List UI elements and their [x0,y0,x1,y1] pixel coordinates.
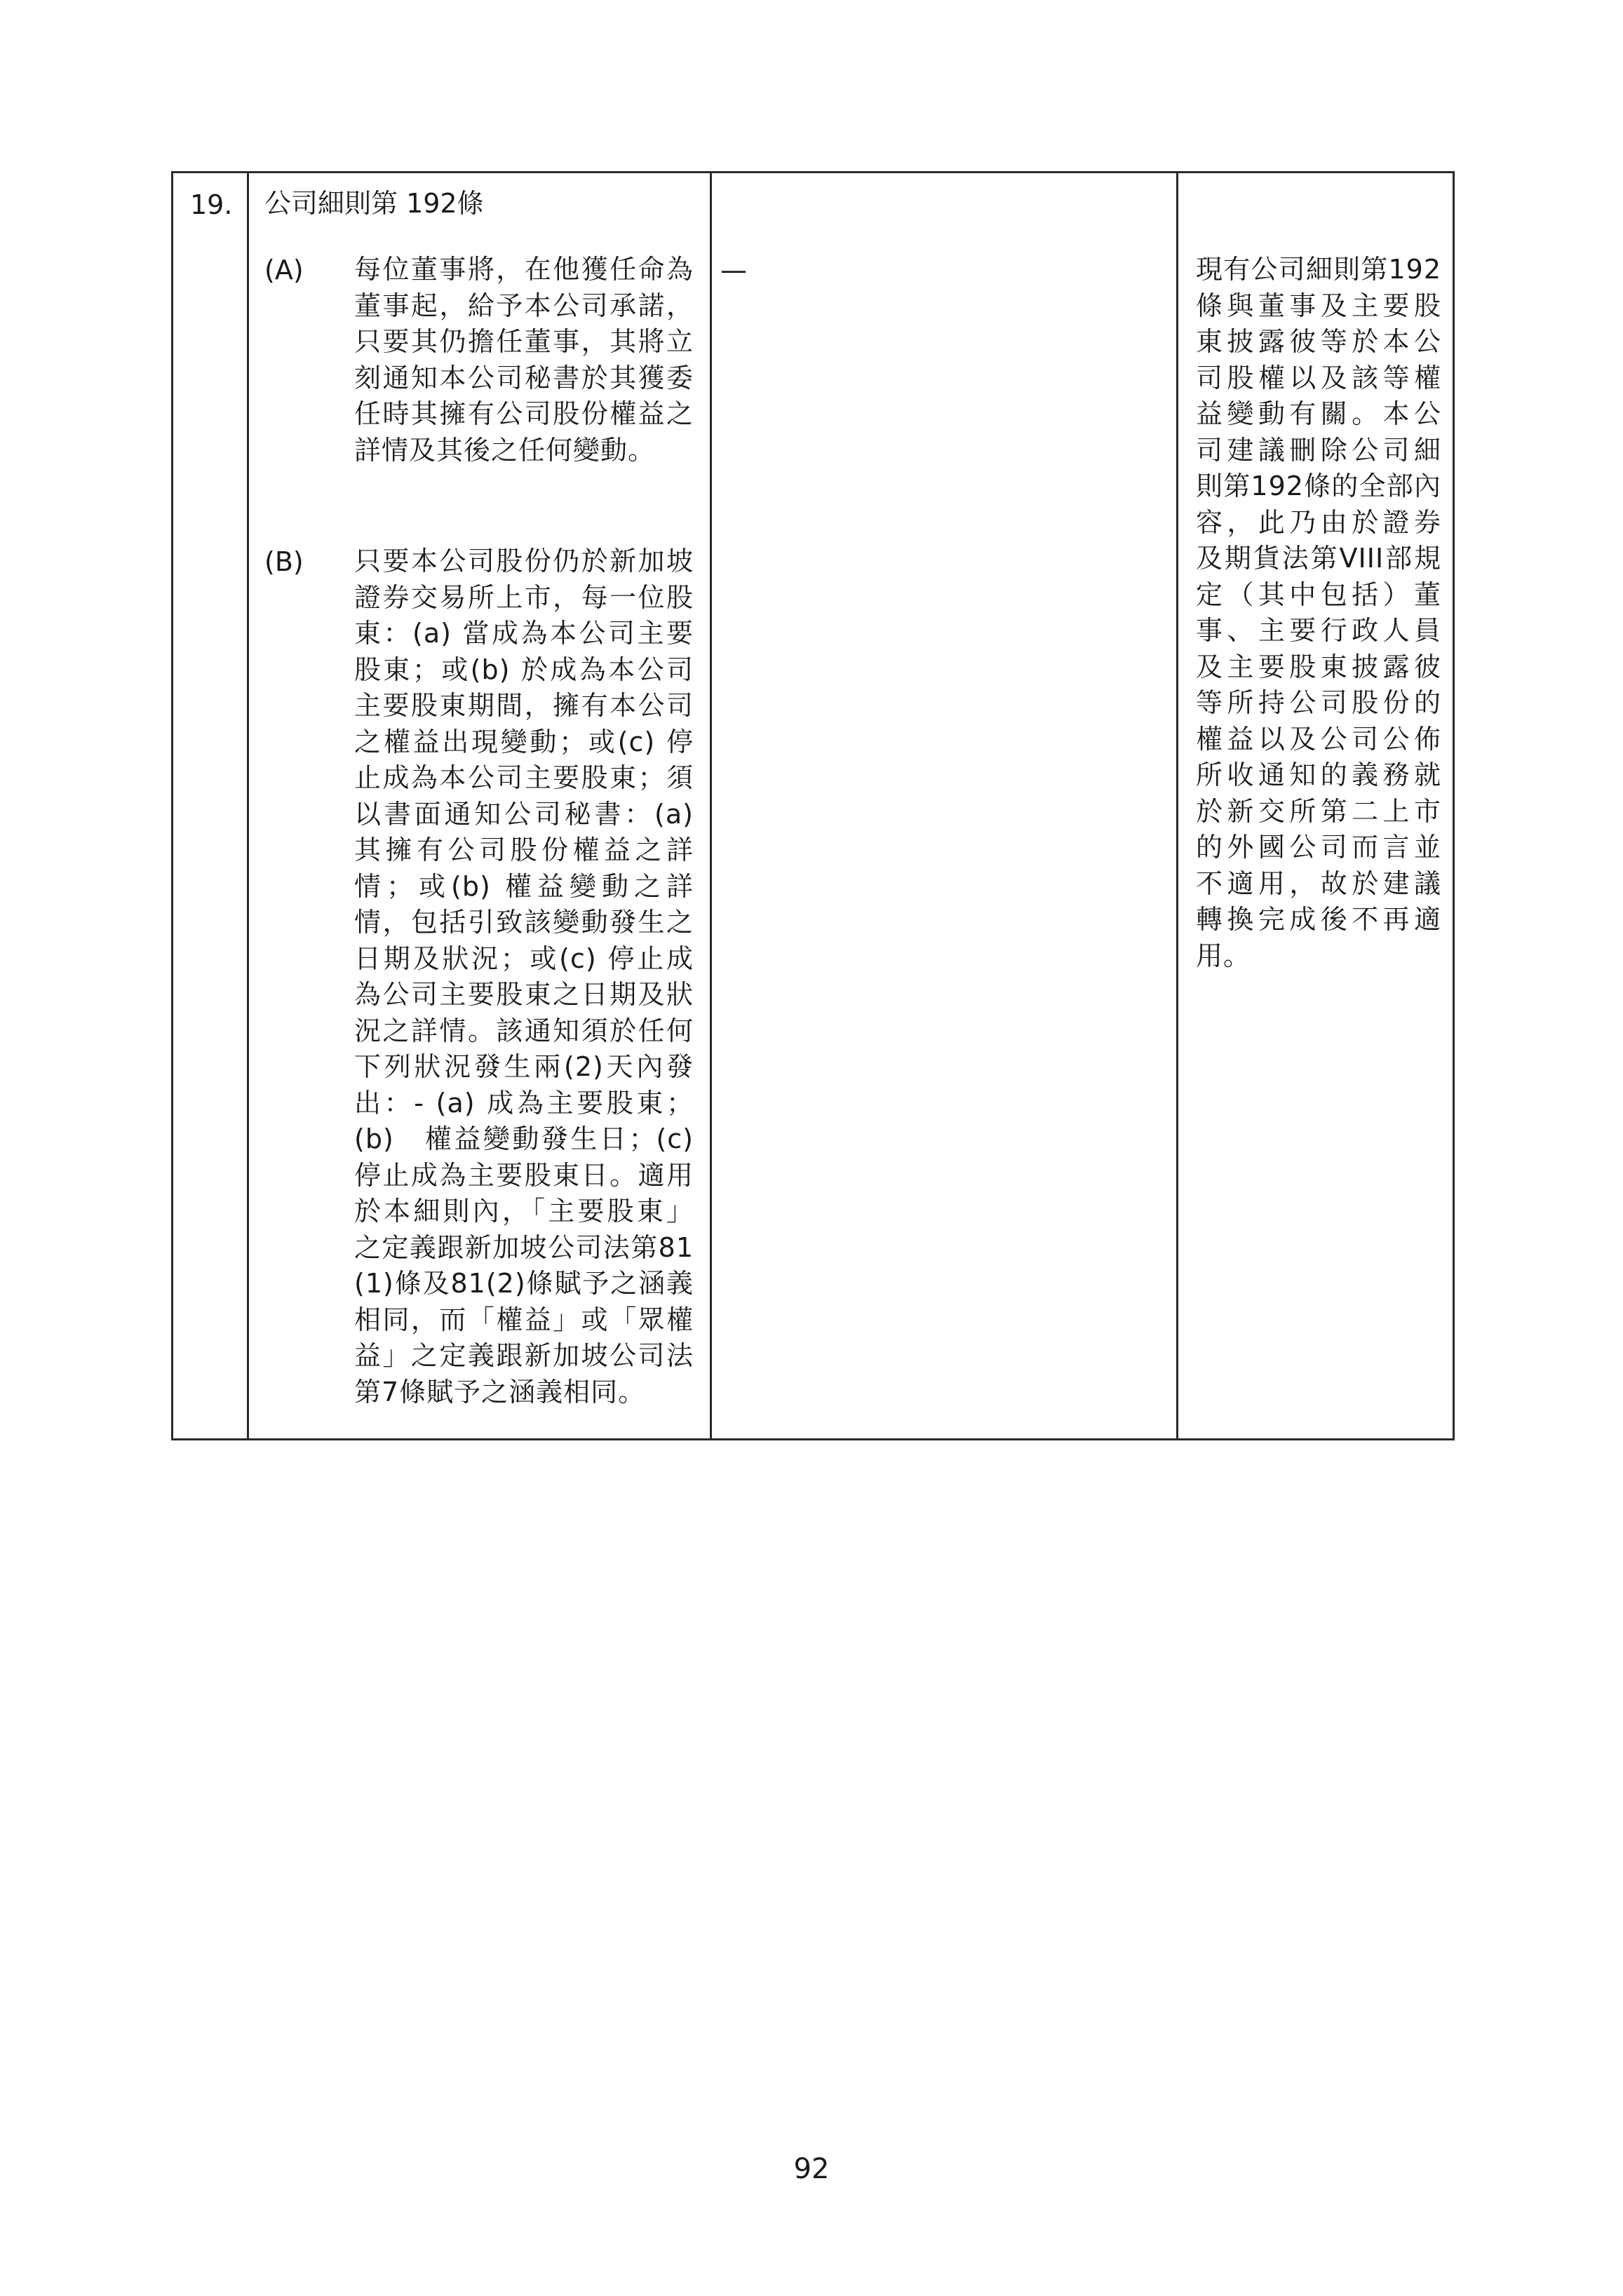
column-divider-1 [247,173,249,1438]
page-number: 92 [793,2153,830,2185]
proposed-amendment-cell: — [720,255,747,285]
row-heading: 公司細則第 192條 [264,188,484,219]
remark-cell: 現有公司細則第192條與董事及主要股東披露彼等於本公司股權以及該等權益變動有關。本公司建議刪除公司細則第192條的全部內容，此乃由於證券及期貨法第VIII部規定（其中包括）董事、主要行政人員及主要股東披露彼等所持公司股份的權益以及公司公佈所收通知的義務就於新交所第二上市的外國公司而言並不適用，故於建議轉換完成後不再適用。 [1196,254,1441,971]
clause-b-label: (B) [264,546,304,577]
column-divider-2 [710,173,712,1438]
column-divider-3 [1176,173,1178,1438]
clause-b-text: 只要本公司股份仍於新加坡證券交易所上市，每一位股東：(a) 當成為本公司主要股東；或(b) 於成為本公司主要股東期間，擁有本公司之權益出現變動；或(c) 停止成為本公司主要股東；須以書面通知公司秘書：(a) 其擁有公司股份權益之詳情；或(b) 權益變動之詳情，包括引致該變動發生之日期及狀況；或(c) 停止成為公司主要股東之日期及狀況之詳情。該通知須於任何下列狀況發生兩(2)天內發出：- (a) 成為主要股東；(b) 權益變動發生日；(c) 停止成為主要股東日。適用於本細則內，「主要股東」之定義跟新加坡公司法第81(1)條及81(2)條賦予之涵義相同，而「權益」或「眾權益」之定義跟新加坡公司法第7條賦予之涵義相同。 [354,546,722,1407]
clause-a-text: 每位董事將，在他獲任命為董事起，給予本公司承諾，只要其仍擔任董事，其將立刻通知本公司秘書於其獲委任時其擁有公司股份權益之詳情及其後之任何變動。 [354,254,694,466]
row-number: 19. [190,189,233,220]
clause-a-label: (A) [264,255,304,285]
amendment-table [171,171,1455,1440]
